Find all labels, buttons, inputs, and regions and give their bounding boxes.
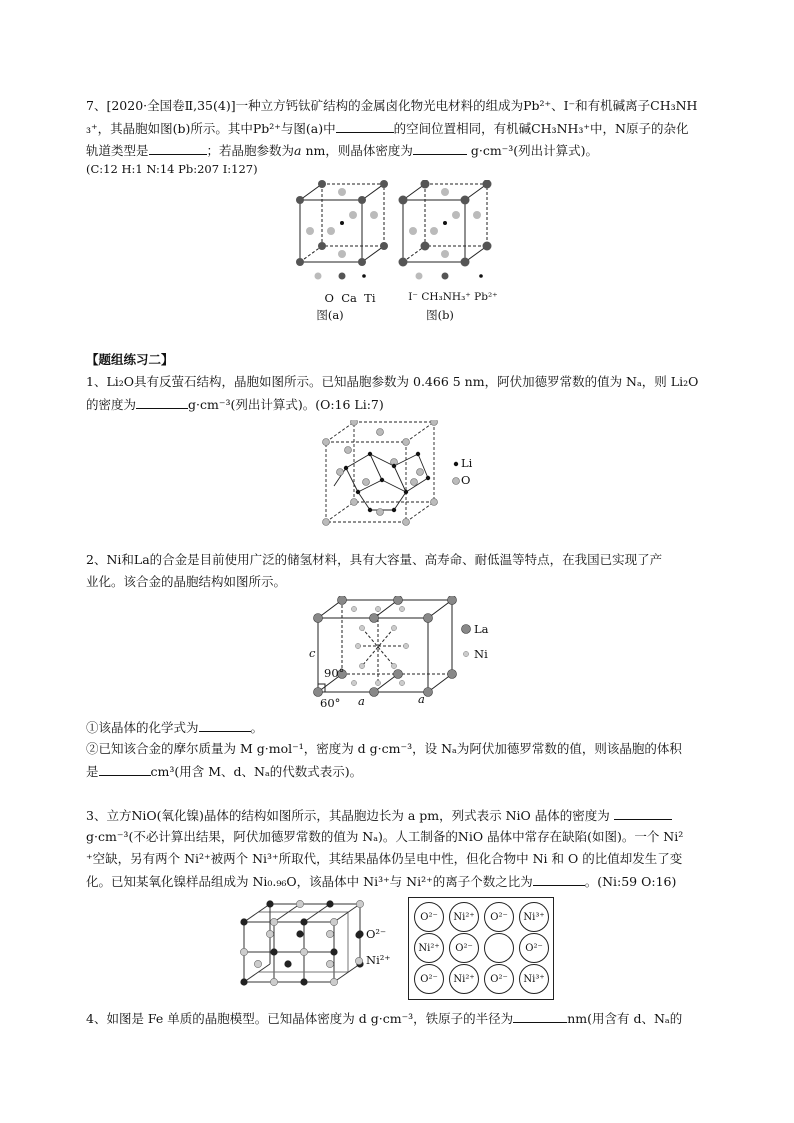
q7-line1 [86, 97, 726, 115]
q7-text-3e: g·cm⁻³(列出计算式)。 [466, 143, 599, 158]
q2-sub1-text: ①该晶体的化学式为 [86, 720, 199, 735]
q3-legend-ni: Ni²⁺ [366, 953, 391, 967]
q7-figure-b [393, 180, 503, 292]
grid-cell: Ni³⁺ [519, 964, 549, 994]
q3-line4 [86, 872, 726, 891]
q3-text-4b: 。(Ni:59 O:16) [584, 874, 677, 889]
q1-line1 [86, 373, 726, 391]
q2-text-2: 业化。该合金的晶胞结构如图所示。 [86, 574, 287, 589]
q2-label-a2: a [418, 692, 425, 706]
q1-text-2a: 的密度为 [86, 397, 137, 412]
q2-blank-volume[interactable] [99, 762, 151, 776]
q3-defect-grid [408, 897, 554, 1000]
q1-blank-density[interactable] [136, 395, 188, 409]
q7-blank-hybrid[interactable] [149, 141, 207, 155]
q3-legend-o: O²⁻ [366, 927, 387, 941]
grid-cell: O²⁻ [519, 933, 549, 963]
q3-legend-dots [352, 928, 366, 968]
q1-line2 [86, 395, 726, 414]
legend-ca: Ca [341, 291, 357, 305]
q7-line2 [86, 119, 726, 138]
q7-text-1: 7、[2020·全国卷Ⅱ,35(4)]一种立方钙钛矿结构的金属卤化物光电材料的组成为Pb²⁺、I⁻和有机碱离子CH₃NH [86, 98, 698, 113]
q2-sub2-text2a: 是 [86, 764, 99, 779]
grid-cell: O²⁻ [484, 902, 514, 932]
q3-blank-density[interactable] [614, 806, 672, 820]
q2-text-1: 2、Ni和La的合金是目前使用广泛的储氢材料，具有大容量、高寿命、耐低温等特点，在我国已实现了产 [86, 552, 663, 567]
legend-ch3nh3: CH₃NH₃⁺ [421, 291, 471, 303]
q1-figure [318, 420, 478, 526]
q2-line1 [86, 551, 726, 569]
q1-legend-li: Li [461, 456, 473, 470]
q7-caption-a: 图(a) [316, 308, 344, 322]
grid-cell-vacancy [484, 933, 514, 963]
q2-legend-la: La [474, 622, 489, 636]
q7-blank-position[interactable] [336, 119, 394, 133]
grid-cell: Ni²⁺ [449, 964, 479, 994]
grid-cell: O²⁻ [484, 964, 514, 994]
q2-label-a1: a [358, 694, 365, 708]
q7-var-a: a [294, 143, 302, 158]
q7-masses [86, 160, 726, 178]
q2-sub1-end: 。 [250, 720, 264, 735]
q3-line1 [86, 806, 726, 825]
q3-line2 [86, 828, 726, 846]
q7-caption-b: 图(b) [426, 308, 454, 322]
q2-line2 [86, 573, 726, 591]
q3-blank-ratio[interactable] [533, 872, 585, 886]
q2-sub2-text: ②已知该合金的摩尔质量为 M g·mol⁻¹，密度为 d g·cm⁻³，设 Nₐ为阿伏加德罗常数的值，则该晶胞的体积 [86, 741, 682, 756]
q3-text-4a: 化。已知某氧化镍样品组成为 Ni₀.₉₆O，该晶体中 Ni³⁺与 Ni²⁺的离子个数之比为 [86, 874, 533, 889]
q7-blank-density[interactable] [413, 141, 467, 155]
q7-text-2b: 的空间位置相同，有机碱CH₃NH₃⁺中，N原子的杂化 [393, 121, 689, 136]
legend-o: O [324, 291, 334, 305]
q2-label-90: 90° [324, 666, 345, 680]
q7-line3 [86, 141, 726, 160]
grid-cell: O²⁻ [449, 933, 479, 963]
q7-text-3d: nm，则晶体密度为 [301, 143, 413, 158]
q2-sub1 [86, 718, 726, 737]
legend-pb: Pb²⁺ [474, 291, 498, 303]
grid-cell: Ni³⁺ [519, 902, 549, 932]
q2-sub2-line1 [86, 740, 726, 758]
q7-legend-a [300, 291, 400, 305]
group2-heading: 【题组练习二】 [86, 352, 174, 367]
q2-sub2-text2b: cm³(用含 M、d、Nₐ的代数式表示)。 [150, 764, 363, 779]
q4-blank-radius[interactable] [513, 1009, 567, 1023]
q2-label-60: 60° [320, 696, 341, 710]
q4-line1 [86, 1009, 726, 1028]
q4-text-1b: nm(用含有 d、Nₐ的 [567, 1011, 683, 1026]
q7-masses-text: (C:12 H:1 N:14 Pb:207 I:127) [86, 162, 258, 176]
q7-text-3b: ；若晶胞参数为 [206, 143, 295, 158]
q1-text-2b: g·cm⁻³(列出计算式)。(O:16 Li:7) [188, 397, 384, 412]
q3-text-2: g·cm⁻³(不必计算出结果，阿伏加德罗常数的值为 Nₐ)。人工制备的NiO 晶体中常存在缺陷(如图)。一个 Ni² [86, 829, 684, 844]
q3-text-1a: 3、立方NiO(氧化镍)晶体的结构如图所示，其晶胞边长为 a pm，列式表示 NiO 晶体的密度为 [86, 808, 610, 823]
q7-figure-a [290, 180, 400, 292]
q2-legend-ni: Ni [474, 647, 488, 661]
q7-text-2a: ₃⁺，其晶胞如图(b)所示。其中Pb²⁺与图(a)中 [86, 121, 336, 136]
q2-sub2-line2 [86, 762, 726, 781]
q2-blank-formula[interactable] [199, 718, 251, 732]
q1-legend-o: O [461, 473, 471, 487]
q2-label-c: c [309, 646, 316, 660]
q3-text-3: ⁺空缺，另有两个 Ni²⁺被两个 Ni³⁺所取代，其结果晶体仍呈电中性，但化合物中 Ni 和 O 的比值却发生了变 [86, 851, 683, 866]
grid-cell: O²⁻ [414, 964, 444, 994]
legend-ti: Ti [364, 291, 376, 305]
grid-cell: O²⁻ [414, 902, 444, 932]
grid-cell: Ni²⁺ [414, 933, 444, 963]
q7-text-3a: 轨道类型是 [86, 143, 149, 158]
legend-i: I⁻ [408, 291, 418, 303]
q1-text-1: 1、Li₂O具有反萤石结构，晶胞如图所示。已知晶胞参数为 0.466 5 nm，阿伏加德罗常数的值为 Nₐ，则 Li₂O [86, 374, 699, 389]
q7-legend-b [398, 291, 508, 303]
q4-text-1a: 4、如图是 Fe 单质的晶胞模型。已知晶体密度为 d g·cm⁻³，铁原子的半径为 [86, 1011, 514, 1026]
q3-line3 [86, 850, 726, 868]
grid-cell: Ni²⁺ [449, 902, 479, 932]
